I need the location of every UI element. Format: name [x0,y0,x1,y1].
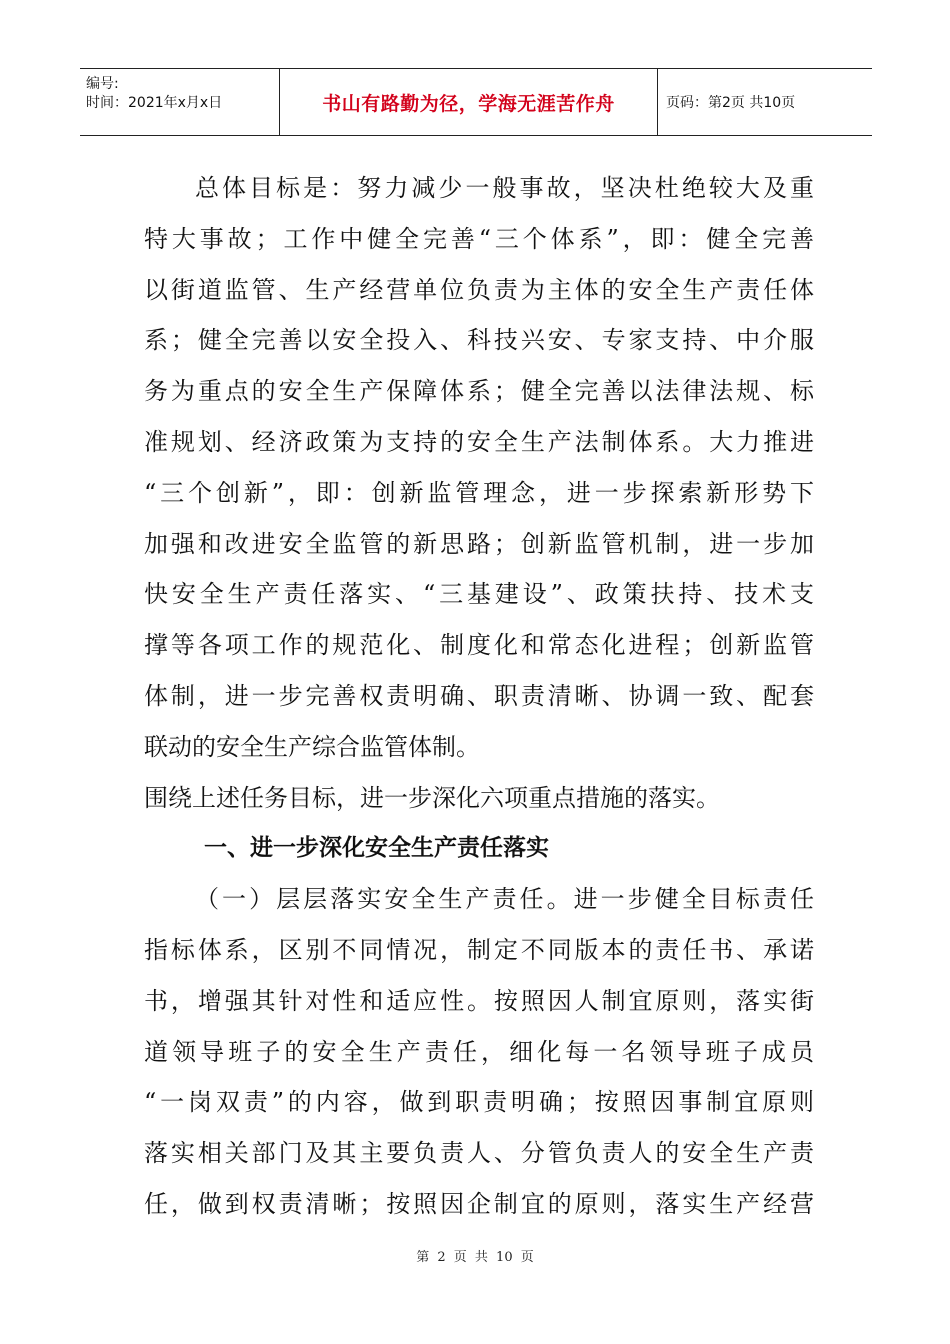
text-line: 任，做到权责清晰；按照因企制宜的原则，落实生产经营 [144,1189,814,1218]
text-line: 围绕上述任务目标，进一步深化六项重点措施的落实。 [144,783,720,812]
time-label: 时间：2021年x月x日 [86,95,223,111]
text-line: “一岗双责”的内容，做到职责明确；按照因事制宜原则 [144,1088,814,1117]
text-line: 快安全生产责任落实、“三基建设”、政策扶持、技术支 [144,580,814,609]
text-line: 撑等各项工作的规范化、制度化和常态化进程；创新监管 [144,631,814,660]
text-line: 道领导班子的安全生产责任，细化每一名领导班子成员 [144,1037,814,1066]
section-heading: 一、进一步深化安全生产责任落实 [204,835,549,862]
text-line: 务为重点的安全生产保障体系；健全完善以法律法规、标 [144,377,814,406]
header-page-info: 页码：第2页 共10页 [666,95,796,111]
document-body [144,163,814,1230]
text-line: 体制，进一步完善权责明确、职责清晰、协调一致、配套 [144,681,814,710]
text-line: （一）层层落实安全生产责任。进一步健全目标责任 [195,885,814,914]
text-line: “三个创新”，即：创新监管理念，进一步探索新形势下 [144,478,814,507]
header-motto: 书山有路勤为径，学海无涯苦作舟 [280,69,658,135]
number-label: 编号: [86,76,119,92]
text-line: 联动的安全生产综合监管体制。 [144,732,480,761]
text-line: 系；健全完善以安全投入、科技兴安、专家支持、中介服 [144,326,814,355]
text-line: 准规划、经济政策为支持的安全生产法制体系。大力推进 [144,427,814,456]
text-line: 落实相关部门及其主要负责人、分管负责人的安全生产责 [144,1139,814,1168]
text-line: 加强和改进安全监管的新思路；创新监管机制，进一步加 [144,529,814,558]
header-meta [80,69,280,135]
text-line: 以街道监管、生产经营单位负责为主体的安全生产责任体 [144,275,814,304]
text-line: 总体目标是：努力减少一般事故，坚决杜绝较大及重 [195,174,814,202]
text-line: 指标体系，区别不同情况，制定不同版本的责任书、承诺 [144,935,814,964]
text-line: 特大事故；工作中健全完善“三个体系”，即：健全完善 [144,224,814,253]
page-header [80,68,872,136]
text-line: 书，增强其针对性和适应性。按照因人制宜原则，落实街 [144,986,814,1015]
page-footer: 第 2 页 共 10 页 [416,1250,534,1265]
